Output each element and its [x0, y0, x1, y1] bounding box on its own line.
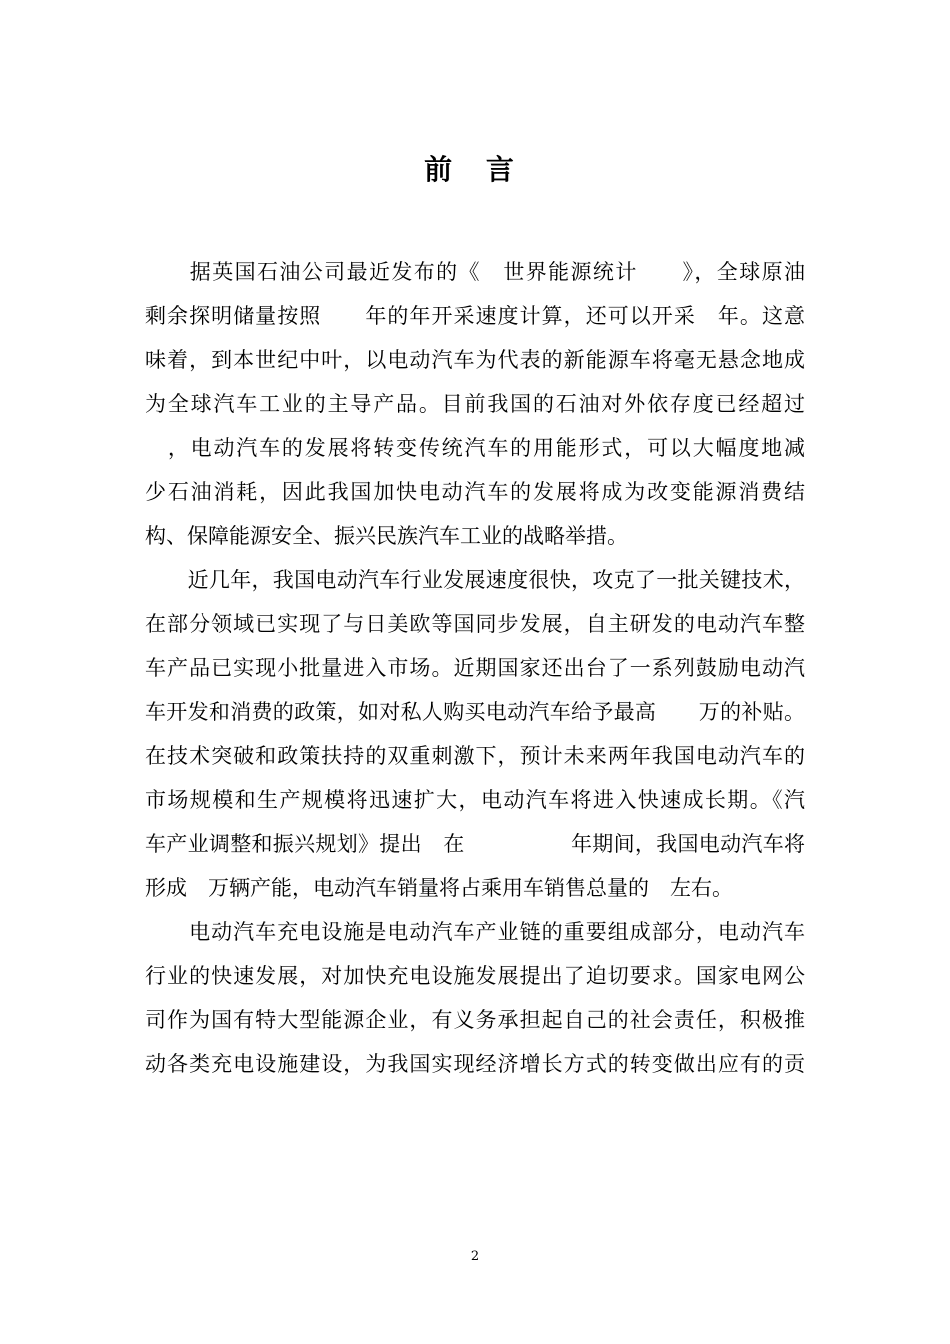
text-line: 少石油消耗，因此我国加快电动汽车的发展将成为改变能源消费结 — [145, 480, 805, 504]
text-line: 车产业调整和振兴规划》提出 在 年期间，我国电动汽车将 — [145, 832, 805, 856]
text-line: 为全球汽车工业的主导产品。目前我国的石油对外依存度已经超过 — [145, 392, 805, 416]
text-line: 车产品已实现小批量进入市场。近期国家还出台了一系列鼓励电动汽 — [145, 656, 805, 680]
text-line: 司作为国有特大型能源企业，有义务承担起自己的社会责任，积极推 — [145, 1008, 805, 1032]
text-line: 剩余探明储量按照 年的年开采速度计算，还可以开采 年。这意 — [145, 304, 805, 328]
text-line: 在部分领域已实现了与日美欧等国同步发展，自主研发的电动汽车整 — [145, 612, 805, 636]
paragraph-3 — [145, 910, 805, 1086]
text-line: 电动汽车充电设施是电动汽车产业链的重要组成部分，电动汽车 — [145, 920, 805, 944]
text-line: ，电动汽车的发展将转变传统汽车的用能形式，可以大幅度地减 — [145, 436, 805, 460]
paragraph-1 — [145, 250, 805, 558]
text-line: 行业的快速发展，对加快充电设施发展提出了迫切要求。国家电网公 — [145, 964, 805, 988]
text-line: 动各类充电设施建设，为我国实现经济增长方式的转变做出应有的贡 — [145, 1052, 805, 1076]
text-line: 据英国石油公司最近发布的《 世界能源统计 》，全球原油 — [145, 260, 805, 284]
text-line: 市场规模和生产规模将迅速扩大，电动汽车将进入快速成长期。《汽 — [145, 788, 805, 812]
page-title: 前 言 — [424, 153, 526, 186]
page-number: 2 — [470, 1249, 480, 1264]
body-text — [145, 250, 805, 1086]
text-line: 在技术突破和政策扶持的双重刺激下，预计未来两年我国电动汽车的 — [145, 744, 805, 768]
paragraph-2 — [145, 558, 805, 910]
text-line: 形成 万辆产能，电动汽车销量将占乘用车销售总量的 左右。 — [145, 876, 733, 900]
text-line: 味着，到本世纪中叶，以电动汽车为代表的新能源车将毫无悬念地成 — [145, 348, 805, 372]
text-line: 车开发和消费的政策，如对私人购买电动汽车给予最高 万的补贴。 — [145, 700, 805, 724]
text-line: 近几年，我国电动汽车行业发展速度很快，攻克了一批关键技术， — [145, 568, 805, 592]
text-line: 构、保障能源安全、振兴民族汽车工业的战略举措。 — [145, 524, 628, 548]
